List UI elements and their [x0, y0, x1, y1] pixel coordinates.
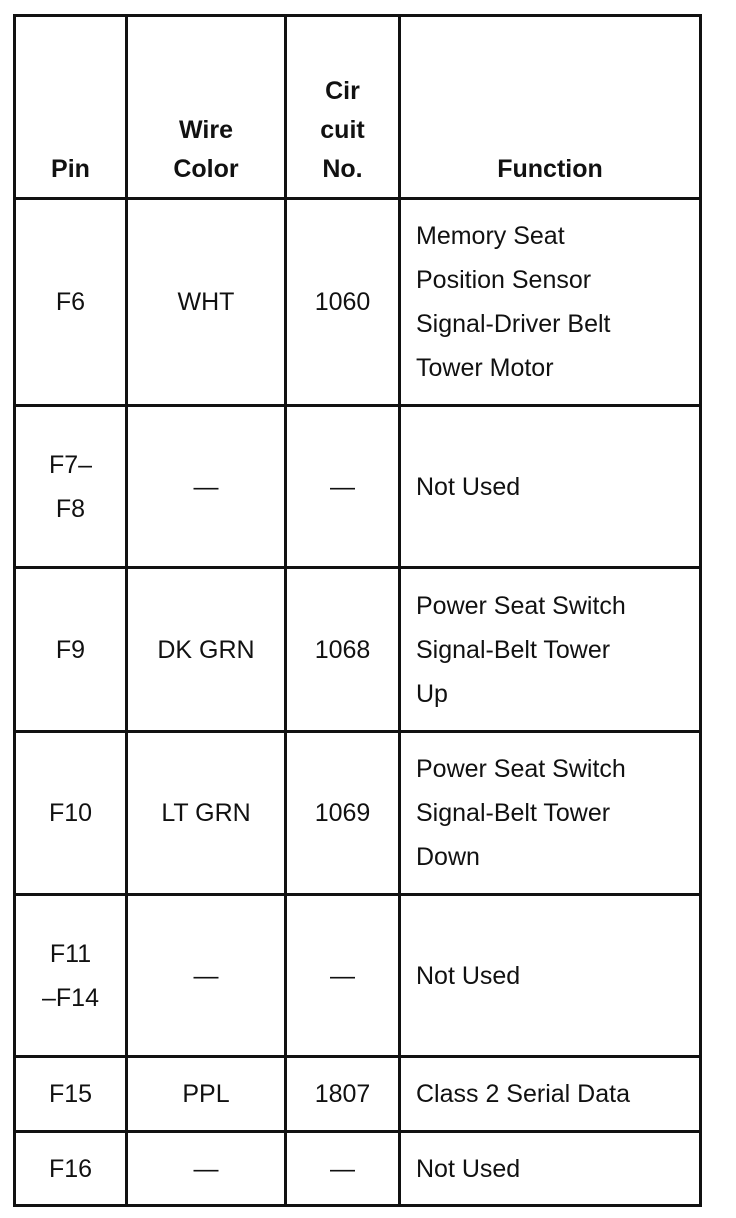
- table-row: [15, 1132, 701, 1206]
- header-function: Function: [400, 16, 701, 199]
- table-row: [15, 568, 701, 732]
- header-row: [15, 16, 701, 199]
- circuit-no-cell: 1069: [286, 732, 400, 895]
- function-cell: Power Seat Switch Signal-Belt Tower Up: [400, 568, 701, 732]
- wire-color-cell: —: [127, 406, 286, 568]
- function-cell: Not Used: [400, 406, 701, 568]
- wire-color-cell: LT GRN: [127, 732, 286, 895]
- pin-cell: F15: [15, 1057, 127, 1132]
- wire-color-cell: DK GRN: [127, 568, 286, 732]
- pin-cell: F10: [15, 732, 127, 895]
- wire-color-cell: —: [127, 895, 286, 1057]
- wire-color-cell: PPL: [127, 1057, 286, 1132]
- circuit-no-cell: 1807: [286, 1057, 400, 1132]
- table-body: [15, 199, 701, 1206]
- header-wire-color: Wire Color: [127, 16, 286, 199]
- pin-cell: F7– F8: [15, 406, 127, 568]
- pinout-table: [13, 14, 702, 1207]
- function-cell: Class 2 Serial Data: [400, 1057, 701, 1132]
- circuit-no-cell: —: [286, 406, 400, 568]
- table-row: [15, 406, 701, 568]
- table-row: [15, 199, 701, 406]
- table-row: [15, 1057, 701, 1132]
- header-pin: Pin: [15, 16, 127, 199]
- circuit-no-cell: 1068: [286, 568, 400, 732]
- function-cell: Memory Seat Position Sensor Signal-Driver Belt Tower Motor: [400, 199, 701, 406]
- pin-cell: F9: [15, 568, 127, 732]
- circuit-no-cell: —: [286, 1132, 400, 1206]
- circuit-no-cell: 1060: [286, 199, 400, 406]
- table-header: [15, 16, 701, 199]
- wire-color-cell: WHT: [127, 199, 286, 406]
- function-cell: Not Used: [400, 895, 701, 1057]
- table-row: [15, 732, 701, 895]
- header-circuit-no: Cir cuit No.: [286, 16, 400, 199]
- pin-cell: F16: [15, 1132, 127, 1206]
- pin-cell: F6: [15, 199, 127, 406]
- pin-cell: F11 –F14: [15, 895, 127, 1057]
- function-cell: Power Seat Switch Signal-Belt Tower Down: [400, 732, 701, 895]
- circuit-no-cell: —: [286, 895, 400, 1057]
- table-row: [15, 895, 701, 1057]
- function-cell: Not Used: [400, 1132, 701, 1206]
- wire-color-cell: —: [127, 1132, 286, 1206]
